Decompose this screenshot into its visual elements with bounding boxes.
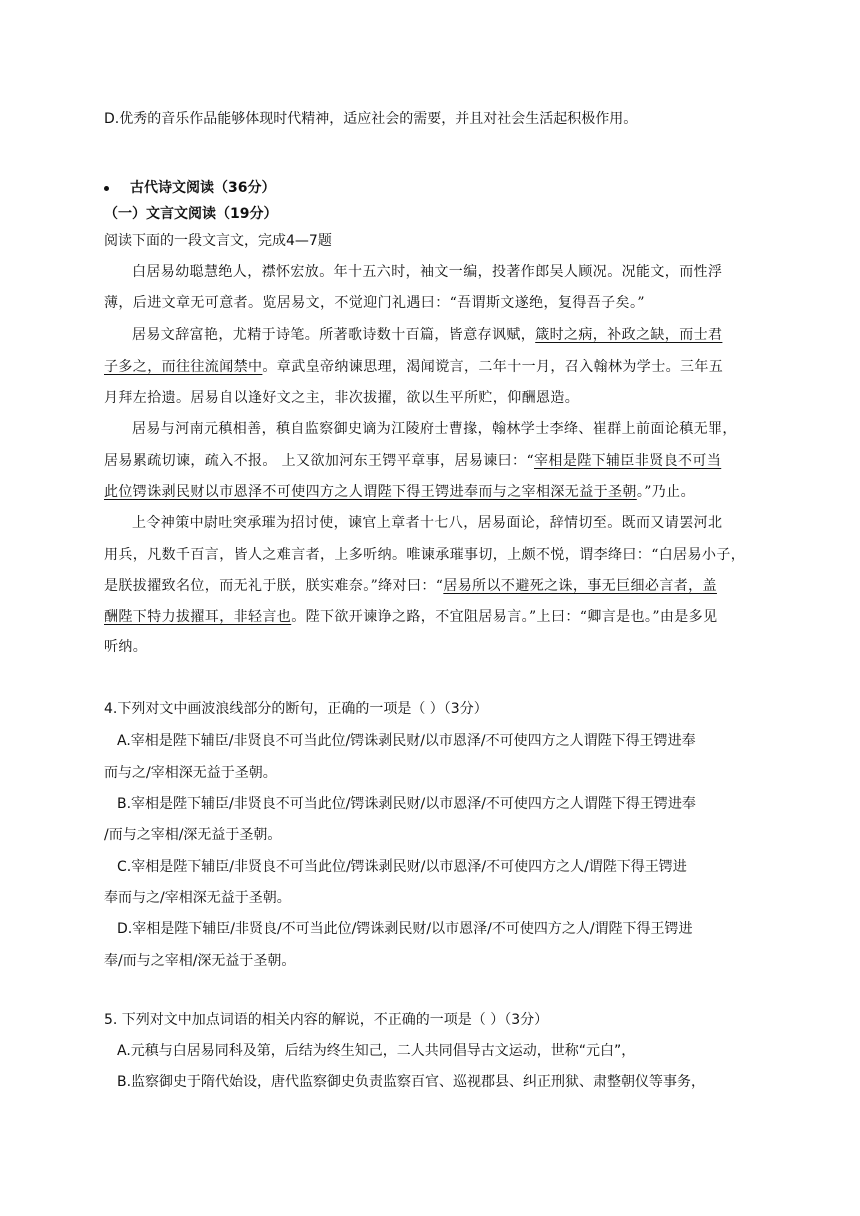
passage-p4-line3 — [104, 575, 717, 597]
question-4-option-a-cont: 而与之/宰相深无益于圣朝。 — [104, 765, 277, 781]
passage-p4-line5: 听纳。 — [104, 639, 148, 655]
passage-text: 。陛下欲开谏诤之路，不宜阻居易言。”上曰：“卿言是也。”由是多见 — [291, 609, 718, 625]
passage-text: 居易累疏切谏，疏入不报。 上又欲加河东王锷平章事，居易谏曰：“ — [104, 453, 535, 469]
instruction: 阅读下面的一段文言文，完成4—7题 — [104, 233, 332, 249]
passage-p1-line2: 薄，后进文章无可意者。览居易文，不觉迎门礼遇曰：“吾谓斯文遂绝，复得吾子矣。” — [104, 295, 645, 311]
passage-text: 。章武皇帝纳谏思理，渴闻谠言，二年十一月，召入翰林为学士。三年五 — [262, 359, 724, 375]
passage-p3-line3 — [104, 481, 695, 503]
section-title: 古代诗文阅读（36分） — [130, 180, 276, 196]
passage-p4-line4 — [104, 606, 717, 628]
passage-text: 居易文辞富艳，尤精于诗笔。所著歌诗数十百篇，皆意存讽赋， — [132, 327, 536, 343]
question-5-option-a: A.元稹与白居易同科及第，后结为终生知己，二人共同倡导古文运动，世称“元白”， — [117, 1043, 636, 1059]
question-4-option-d-cont: 奉/而与之宰相/深无益于圣朝。 — [104, 953, 296, 969]
passage-text: 是朕拔擢致名位，而无礼于朕，朕实难奈。”绛对曰：“ — [104, 578, 444, 594]
question-5-stem: 5. 下列对文中加点词语的相关内容的解说，不正确的一项是（ ）（3分） — [104, 1012, 549, 1028]
passage-p2-line3: 月拜左拾遗。居易自以逢好文之主，非次拔擢，欲以生平所贮，仰酬恩造。 — [104, 390, 580, 406]
underlined-text: 居易所以不避死之诛，事无巨细必言者，盖 — [443, 578, 717, 594]
question-4-option-a: A.宰相是陛下辅臣/非贤良不可当此位/锷诛剥民财/以市恩泽/不可使四方之人谓陛下得王锷进奉 — [117, 733, 696, 749]
passage-p3-line1: 居易与河南元稹相善，稹自监察御史谪为江陵府士曹掾，翰林学士李绛、崔群上前面论稹无罪， — [132, 421, 737, 437]
passage-p3-line2 — [104, 450, 721, 472]
question-5-option-b: B.监察御史于隋代始设，唐代监察御史负责监察百官、巡视郡县、纠正刑狱、肃整朝仪等事务， — [117, 1074, 706, 1090]
question-4-option-c-cont: 奉而与之/宰相深无益于圣朝。 — [104, 890, 291, 906]
underlined-text: 此位锷诛剥民财以市恩泽不可使四方之人谓陛下得王锷进奉而与之宰相深无益于圣朝 — [104, 484, 637, 500]
passage-p4-line1: 上令神策中尉吐突承璀为招讨使，谏官上章者十七八，居易面论，辞情切至。既而又请罢河北 — [132, 515, 723, 531]
passage-p1-line1: 白居易幼聪慧绝人，襟怀宏放。年十五六时，袖文一编，投著作郎吴人顾况。况能文，而性浮 — [132, 264, 723, 280]
question-4-option-d: D.宰相是陛下辅臣/非贤良/不可当此位/锷诛剥民财/以市恩泽/不可使四方之人/谓陛下得王锷进 — [117, 921, 693, 937]
bullet-icon — [104, 186, 109, 191]
previous-option-d: D.优秀的音乐作品能够体现时代精神，适应社会的需要，并且对社会生活起积极作用。 — [104, 111, 638, 127]
question-4-stem: 4.下列对文中画波浪线部分的断句，正确的一项是（ ）（3分） — [104, 701, 488, 717]
underlined-text: 宰相是陛下辅臣非贤良不可当 — [534, 453, 722, 469]
question-4-option-b-cont: /而与之宰相/深无益于圣朝。 — [104, 827, 282, 843]
subsection-title: （一）文言文阅读（19分） — [104, 206, 278, 222]
underlined-text: 子多之，而往往流闻禁中 — [104, 359, 263, 375]
question-4-option-b: B.宰相是陛下辅臣/非贤良不可当此位/锷诛剥民财/以市恩泽/不可使四方之人谓陛下得王锷进奉 — [117, 796, 696, 812]
passage-p2-line1 — [132, 324, 722, 346]
passage-p2-line2 — [104, 356, 723, 378]
question-4-option-c: C.宰相是陛下辅臣/非贤良不可当此位/锷诛剥民财/以市恩泽/不可使四方之人/谓陛下得王锷进 — [117, 859, 687, 875]
underlined-text: 酬陛下特力拔擢耳，非轻言也 — [104, 609, 292, 625]
underlined-text: 箴时之病，补政之缺，而士君 — [535, 327, 723, 343]
passage-p4-line2: 用兵，凡数千百言，皆人之难言者，上多听纳。唯谏承璀事切，上颇不悦，谓李绛曰：“白居易小子， — [104, 547, 746, 563]
passage-text: 。”乃止。 — [636, 484, 695, 500]
